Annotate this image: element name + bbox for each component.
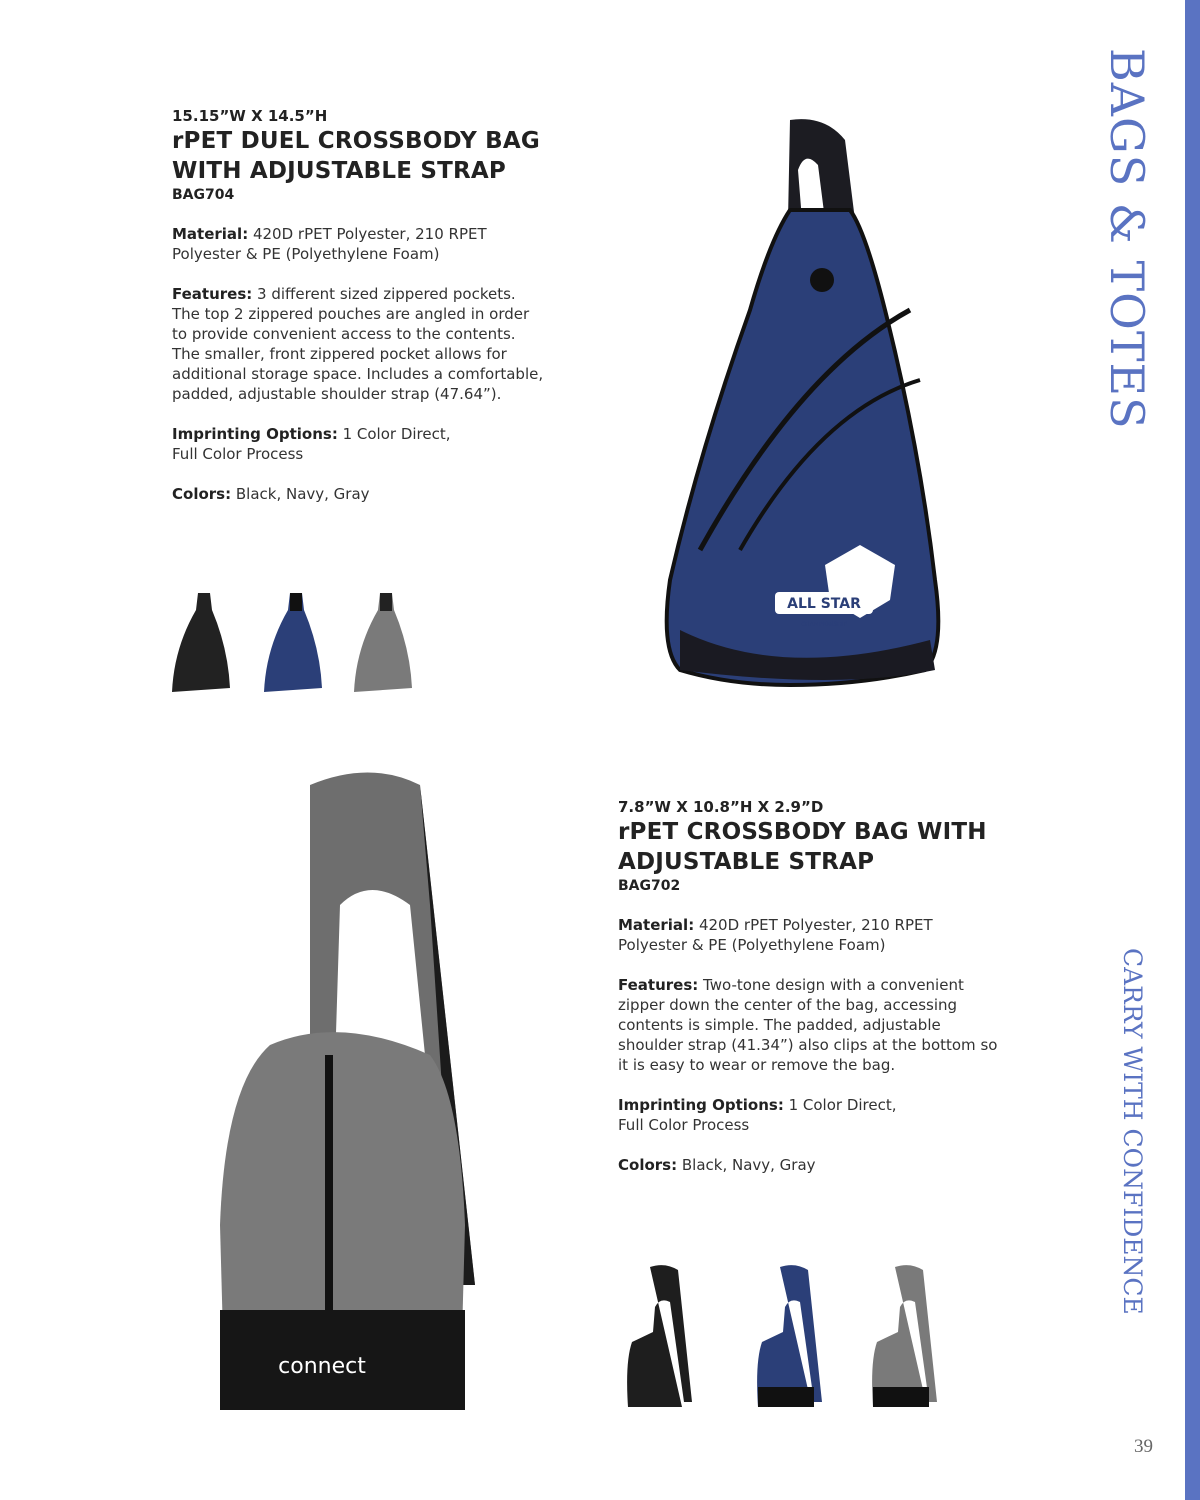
product-imprinting (172, 424, 462, 464)
color-variants-bag702 (620, 1262, 950, 1412)
product-colors (172, 484, 562, 504)
swatch-gray (872, 1265, 937, 1407)
imprint-label: Imprinting Options: (172, 425, 338, 443)
material-label: Material: (618, 916, 695, 934)
product-features (172, 284, 544, 404)
bag-logo-text: ALL STAR (787, 596, 861, 612)
swatch-navy (757, 1265, 822, 1407)
colors-value: Black, Navy, Gray (231, 485, 370, 503)
product-title-line2: ADJUSTABLE STRAP (618, 849, 875, 875)
bag-logo-text: connect (278, 1354, 366, 1379)
swatch-navy (264, 593, 322, 692)
colors-label: Colors: (618, 1156, 678, 1174)
color-variants-bag704 (168, 588, 428, 703)
product-colors (618, 1155, 1008, 1175)
product-image-bag702-gray (190, 765, 490, 1415)
product-title-line2: WITH ADJUSTABLE STRAP (172, 158, 506, 184)
product-dimensions: 15.15”W X 14.5”H (172, 107, 328, 125)
material-value: 420D rPET Polyester, 210 RPET Polyester & PE (Polyethylene Foam) (618, 916, 933, 954)
section-title: BAGS & TOTES (1100, 48, 1154, 430)
accent-sidebar-bar (1185, 0, 1200, 1500)
material-value: 420D rPET Polyester, 210 RPET Polyester & PE (Polyethylene Foam) (172, 225, 487, 263)
product-imprinting (618, 1095, 908, 1135)
product-image-bag704-navy (640, 110, 950, 700)
page-number: 39 (1134, 1436, 1153, 1457)
colors-label: Colors: (172, 485, 232, 503)
product-bag702-info (618, 797, 1008, 1195)
product-material (618, 915, 938, 955)
product-title-line1: rPET DUEL CROSSBODY BAG (172, 128, 540, 154)
product-code: BAG702 (618, 878, 681, 894)
features-value: Two-tone design with a convenient zipper down the center of the bag, accessing contents is simple. The padded, adjustable shoulder strap (41.34”) also clips at the bottom so it is easy to wear or remove the bag. (618, 976, 998, 1074)
bag-logo-subtext: CHAMPIONSHIP (800, 621, 848, 628)
swatch-gray (354, 593, 412, 692)
features-label: Features: (618, 976, 699, 994)
product-code: BAG704 (172, 187, 235, 203)
imprint-label: Imprinting Options: (618, 1096, 784, 1114)
material-label: Material: (172, 225, 249, 243)
swatch-black (172, 593, 230, 692)
product-material (172, 224, 492, 264)
features-label: Features: (172, 285, 253, 303)
imprint-value: 1 Color Direct, Full Color Process (172, 425, 451, 463)
imprint-value: 1 Color Direct, Full Color Process (618, 1096, 897, 1134)
swatch-black (627, 1265, 692, 1407)
product-bag704-info (172, 106, 562, 524)
product-features (618, 975, 1006, 1075)
section-tagline: CARRY WITH CONFIDENCE (1118, 948, 1147, 1315)
colors-value: Black, Navy, Gray (677, 1156, 816, 1174)
features-value: 3 different sized zippered pockets. The top 2 zippered pouches are angled in order to provide convenient access to the contents. The smaller, front zippered pocket allows for additional storage space. Includes a comfortable, padded, adjustable shoulder strap (47.64”). (172, 285, 544, 403)
product-title-line1: rPET CROSSBODY BAG WITH (618, 819, 987, 845)
product-dimensions: 7.8”W X 10.8”H X 2.9”D (618, 798, 824, 816)
